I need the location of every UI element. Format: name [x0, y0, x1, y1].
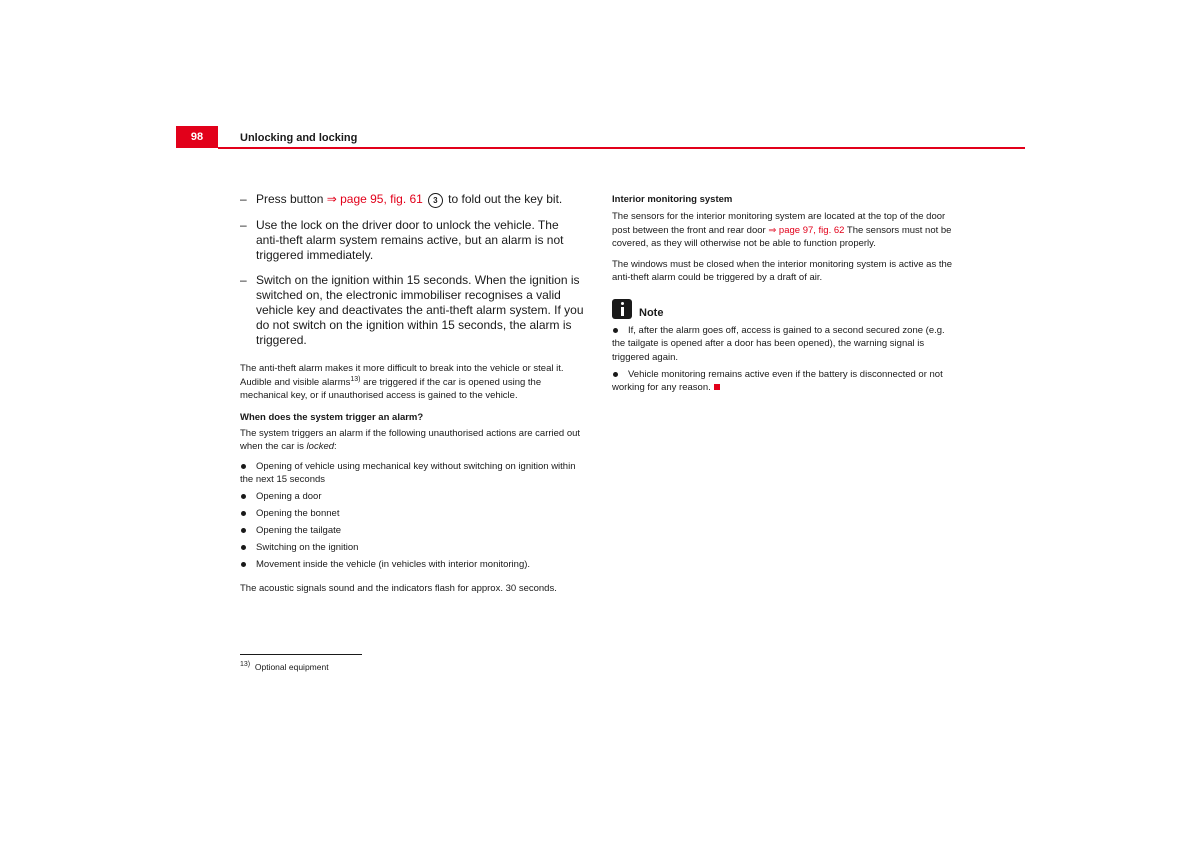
bullet-icon — [241, 545, 246, 550]
page-reference-link[interactable]: ⇒ page 95, fig. 61 — [326, 192, 423, 206]
step-3 — [240, 273, 585, 348]
header-rule — [218, 147, 1025, 149]
list-item: If, after the alarm goes off, access is gained to a second secured zone (e.g. the tailgate is opened after a door has been opened), the warning signal is triggered again. — [612, 324, 945, 363]
trigger-heading: When does the system trigger an alarm? — [240, 411, 424, 423]
closing-paragraph: The acoustic signals sound and the indicators flash for approx. 30 seconds. — [240, 582, 557, 594]
bullet-icon — [241, 494, 246, 499]
bullet-icon — [241, 511, 246, 516]
bullet-icon — [241, 464, 246, 469]
step-dash: – — [240, 218, 247, 232]
left-column — [240, 192, 585, 595]
callout-number: 3 — [428, 193, 443, 208]
interior-monitoring-paragraph: The sensors for the interior monitoring system are located at the top of the door post between the front and rear door ⇒ page 97, fig. 62 The sensors must not be covered, as they will otherwise not be able to function properly. — [612, 211, 952, 249]
bullet-icon — [241, 562, 246, 567]
info-icon — [612, 299, 632, 319]
page-number: 98 — [176, 126, 218, 148]
footnote-rule — [240, 654, 362, 655]
interior-monitoring-heading: Interior monitoring system — [612, 194, 733, 205]
note-header — [612, 299, 957, 319]
step-2 — [240, 218, 585, 263]
step-dash: – — [240, 273, 247, 287]
footnote — [240, 662, 329, 672]
step-text: Press button — [256, 192, 327, 206]
step-text: Use the lock on the driver door to unlock the vehicle. The anti-theft alarm system remains active, but an alarm is not triggered immediately. — [256, 218, 564, 262]
intro-paragraph: The anti-theft alarm makes it more difficult to break into the vehicle or steal it. Audible and visible alarms$^{13)}$ are triggered if the car is opened using the mechanical key, or if unauthorised access is gained to the vehicle. — [240, 363, 564, 401]
footnote-text: Optional equipment — [254, 662, 329, 672]
trigger-list — [240, 460, 585, 572]
list-item: Opening the tailgate — [240, 524, 585, 538]
note-list — [612, 324, 957, 395]
note-label: Note — [639, 306, 664, 319]
step-dash: – — [240, 192, 247, 206]
list-item: Opening the bonnet — [240, 507, 585, 521]
step-text: Switch on the ignition within 15 seconds. When the ignition is switched on, the electronic immobiliser recognises a valid vehicle key and deactivates the anti-theft alarm system. If you do not switch on the ignition within 15 seconds, the alarm is triggered. — [256, 273, 584, 347]
section-title: Unlocking and locking — [240, 132, 358, 144]
list-item: Switching on the ignition — [240, 541, 585, 555]
footnote-marker: 13) — [240, 661, 251, 669]
right-column — [612, 194, 957, 398]
list-item: Movement inside the vehicle (in vehicles with interior monitoring). — [240, 558, 585, 572]
list-item: Vehicle monitoring remains active even if the battery is disconnected or not working for any reason. — [612, 368, 943, 393]
bullet-icon — [613, 328, 618, 333]
end-of-section-icon — [714, 384, 720, 390]
page-reference-link[interactable]: ⇒ page 97, fig. 62 — [768, 224, 845, 236]
bullet-icon — [241, 528, 246, 533]
trigger-intro: The system triggers an alarm if the following unauthorised actions are carried out when the car is locked: — [240, 427, 581, 452]
windows-paragraph: The windows must be closed when the interior monitoring system is active as the anti-theft alarm could be triggered by a draft of air. — [612, 258, 953, 283]
list-item: Opening of vehicle using mechanical key without switching on ignition within the next 15 seconds — [240, 460, 576, 485]
bullet-icon — [613, 372, 618, 377]
step-1 — [240, 192, 585, 208]
list-item: Opening a door — [240, 490, 585, 504]
footnote-reference: 13) — [350, 375, 361, 383]
step-text: to fold out the key bit. — [444, 192, 563, 206]
